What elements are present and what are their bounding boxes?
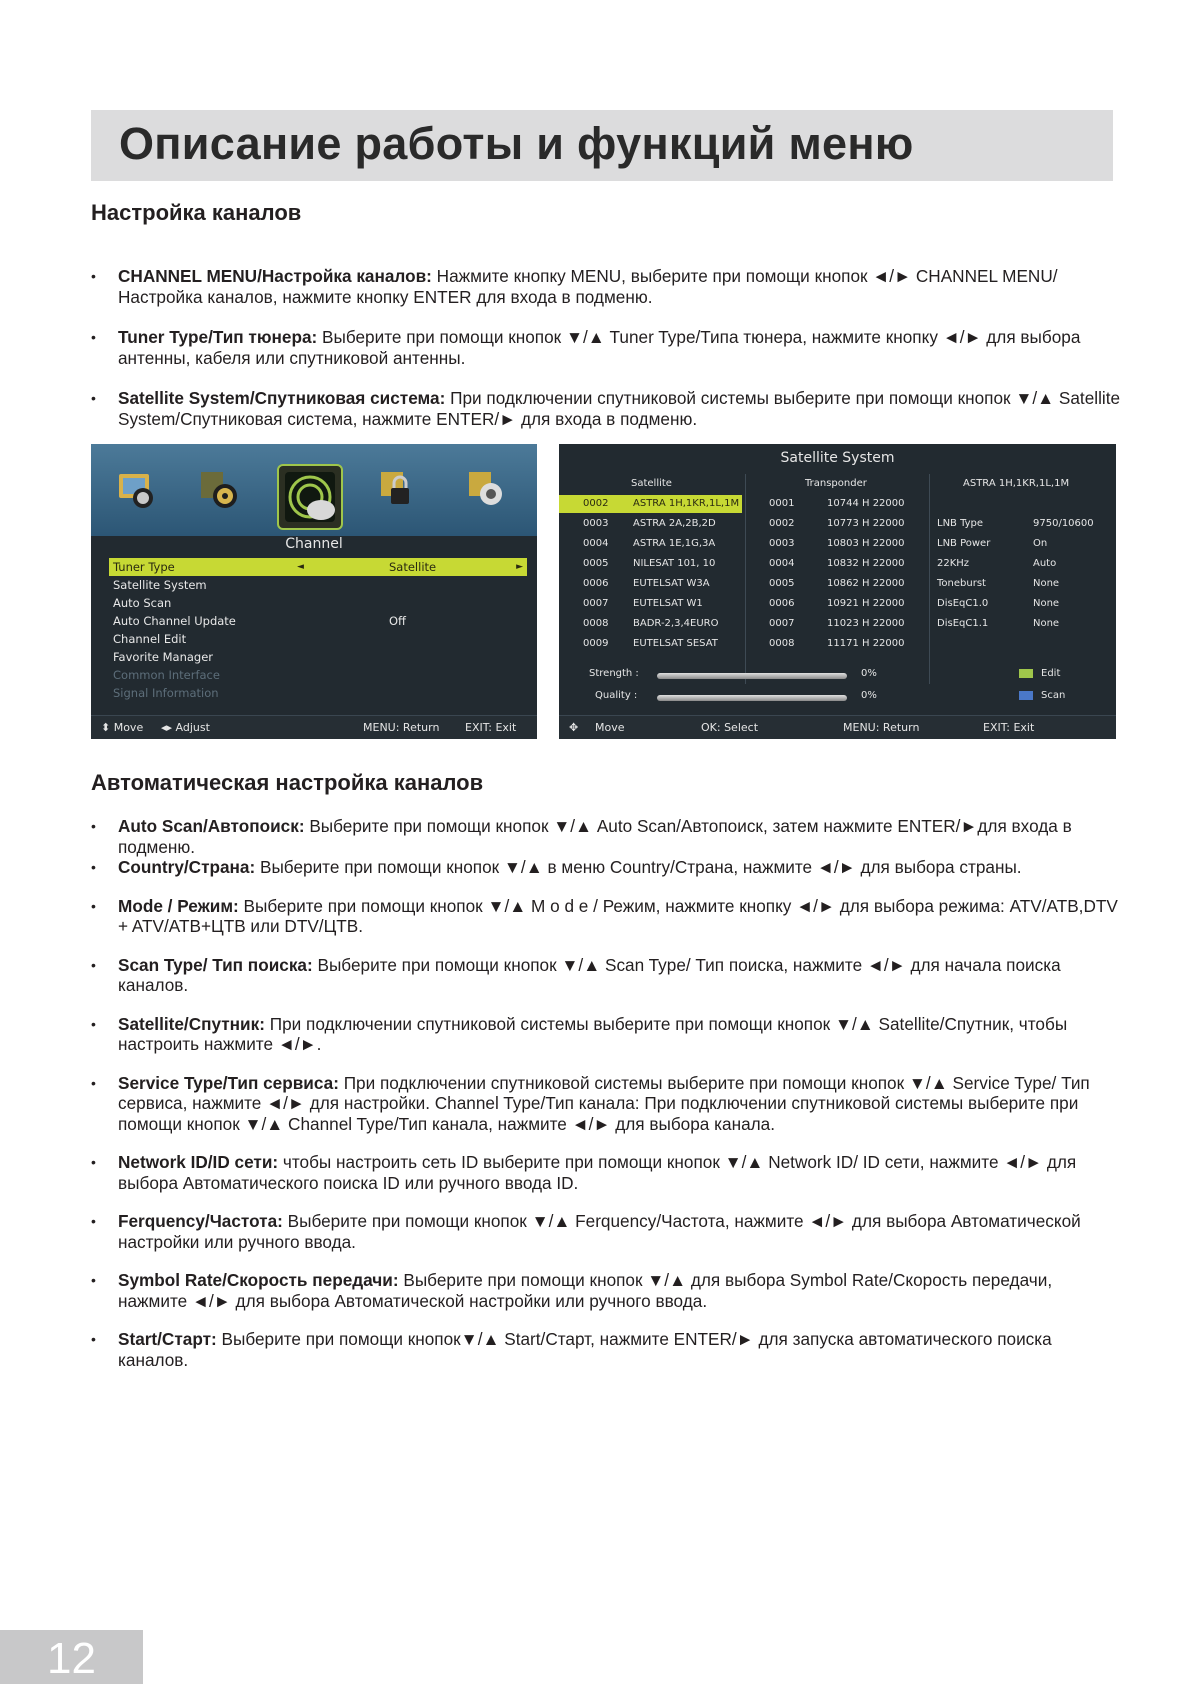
list-item — [91, 955, 1121, 996]
table-cell: 10832 H 22000 — [827, 558, 905, 569]
page-number: 12 — [47, 1634, 96, 1683]
settings-icon — [463, 466, 509, 512]
menu-item-label: Satellite System — [113, 578, 207, 592]
list-item — [91, 327, 1121, 368]
table-cell: On — [1033, 538, 1048, 549]
table-cell: 0007 — [769, 618, 795, 629]
table-cell: ASTRA 1E,1G,3A — [633, 538, 716, 549]
item-term: Mode / Режим: — [118, 895, 239, 916]
footer-move-hint: ⬍ Move — [101, 721, 144, 734]
legend-scan-label: Scan — [1041, 690, 1066, 701]
table-cell: NILESAT 101, 10 — [633, 558, 716, 569]
menu-item-auto-scan[interactable] — [109, 594, 527, 612]
quality-bar — [657, 695, 847, 701]
section1-list — [91, 266, 1121, 429]
table-cell: EUTELSAT W3A — [633, 578, 710, 589]
table-cell: 10862 H 22000 — [827, 578, 905, 589]
menu-item-satellite-system[interactable] — [109, 576, 527, 594]
item-term: CHANNEL MENU/Настройка каналов: — [118, 266, 432, 286]
legend-edit-label: Edit — [1041, 668, 1061, 679]
menu-item-label: Tuner Type — [113, 560, 175, 574]
table-row[interactable] — [559, 634, 1116, 654]
item-text: Нажмите кнопку MENU, выберите при помощи кнопок ◄/► CHANNEL MENU/Настройка каналов, нажмите кнопку ENTER для входа в подменю. — [118, 266, 1058, 307]
item-term: Symbol Rate/Скорость передачи: — [118, 1270, 399, 1290]
edit-color-key — [1019, 669, 1033, 678]
item-term: Network ID/ID сети: — [118, 1152, 279, 1172]
footer-return-hint: MENU: Return — [843, 721, 920, 734]
item-text: Выберите при помощи кнопок ▼/▲ для выбора Symbol Rate/Скорость передачи, нажмите ◄/► для выбора Автоматической настройки или ручного ввода. — [118, 1270, 1053, 1311]
menu-item-label: Auto Channel Update — [113, 614, 236, 628]
strength-label: Strength : — [589, 668, 639, 679]
satellite-dish-icon — [277, 464, 343, 530]
satellite-system-title: Satellite System — [780, 450, 895, 466]
table-cell: ASTRA 1H,1KR,1L,1M — [633, 498, 740, 509]
page-title: Описание работы и функций меню — [119, 118, 914, 169]
list-item — [91, 896, 1121, 937]
strength-bar — [657, 673, 847, 679]
arrow-left-icon[interactable]: ◄ — [297, 562, 304, 572]
list-item — [91, 266, 1121, 307]
table-cell: 11023 H 22000 — [827, 618, 905, 629]
list-item — [91, 857, 1121, 878]
menu-item-auto-channel-update[interactable] — [109, 612, 527, 630]
table-cell: 0003 — [769, 538, 795, 549]
satellite-footer — [559, 715, 1116, 739]
menu-item-value: Satellite — [389, 560, 437, 574]
item-term: Satellite/Спутник: — [118, 1013, 265, 1034]
legend-edit[interactable] — [1019, 668, 1060, 679]
menu-item-label: Common Interface — [113, 668, 220, 682]
column-header-selected-satellite: ASTRA 1H,1KR,1L,1M — [963, 478, 1070, 489]
menu-footer — [91, 715, 537, 739]
column-header-transponder: Transponder — [805, 478, 867, 489]
item-text: Выберите при помощи кнопок ▼/▲ Tuner Type/Типа тюнера, нажмите кнопку ◄/► для выбора антенны, кабеля или спутниковой антенны. — [118, 327, 1081, 368]
satellite-system-screenshot — [559, 444, 1116, 739]
table-cell: BADR-2,3,4EURO — [633, 618, 719, 629]
page-number-box — [0, 1630, 143, 1684]
table-cell: None — [1033, 578, 1060, 589]
item-text: Выберите при помощи кнопок ▼/▲ Ferquency/Частота, нажмите ◄/► для выбора Автоматической настройки или ручного ввода. — [118, 1211, 1081, 1252]
table-cell: 0008 — [583, 618, 609, 629]
list-item — [91, 1270, 1121, 1311]
menu-item-channel-edit[interactable] — [109, 630, 527, 648]
table-cell: None — [1033, 618, 1060, 629]
table-cell: 10803 H 22000 — [827, 538, 905, 549]
table-cell: 0002 — [769, 518, 795, 529]
footer-select-hint: OK: Select — [701, 721, 759, 734]
strength-value: 0% — [861, 668, 877, 679]
lock-icon — [373, 466, 419, 512]
list-item — [91, 388, 1121, 429]
column-header-satellite: Satellite — [631, 478, 672, 489]
table-row[interactable] — [559, 574, 1116, 594]
table-row[interactable] — [559, 554, 1116, 574]
panel-heading: Channel — [285, 536, 343, 552]
table-cell: 0006 — [769, 598, 795, 609]
table-cell: 9750/10600 — [1033, 518, 1094, 529]
table-cell: 0005 — [769, 578, 795, 589]
arrow-right-icon[interactable]: ► — [516, 562, 523, 572]
menu-item-value: Off — [389, 614, 406, 628]
table-row[interactable] — [559, 534, 1116, 554]
table-cell: 0009 — [583, 638, 609, 649]
item-term: Country/Страна: — [118, 857, 256, 877]
menu-item-tuner-type[interactable] — [109, 558, 527, 576]
table-cell: 0006 — [583, 578, 609, 589]
footer-adjust-hint: ◂▸ Adjust — [161, 721, 210, 734]
item-term: Ferquency/Частота: — [118, 1211, 283, 1231]
list-item — [91, 1329, 1121, 1370]
table-cell: 0008 — [769, 638, 795, 649]
table-row[interactable] — [559, 614, 1116, 634]
title-bar — [91, 110, 1113, 181]
table-cell: DisEqC1.1 — [937, 618, 989, 629]
item-text: При подключении спутниковой системы выберите при помощи кнопок ▼/▲ Satellite/Спутник, чтобы настроить нажмите ◄/►. — [118, 1013, 1068, 1054]
menu-item-label: Auto Scan — [113, 596, 172, 610]
table-cell: 0007 — [583, 598, 609, 609]
list-item — [91, 1211, 1121, 1252]
item-text: Выберите при помощи кнопок ▼/▲ M o d e / Режим, нажмите кнопку ◄/► для выбора режима: ATV/ATB,DTV + ATV/ATB+ЦТВ или DTV/ЦТВ. — [118, 895, 1118, 936]
table-cell: Toneburst — [937, 578, 986, 589]
table-row[interactable] — [559, 514, 1116, 534]
footer-exit-hint: EXIT: Exit — [465, 721, 517, 734]
item-term: Service Type/Тип сервиса: — [118, 1072, 339, 1093]
table-cell: 0004 — [769, 558, 795, 569]
item-text: При подключении спутниковой системы выберите при помощи кнопок ▼/▲ Satellite System/Спутниковая система, нажмите ENTER/► для входа в подменю. — [118, 388, 1121, 429]
item-term: Start/Старт: — [118, 1329, 217, 1349]
table-cell: EUTELSAT SESAT — [633, 638, 718, 649]
table-row[interactable] — [559, 594, 1116, 614]
footer-move-hint: Move — [595, 721, 625, 734]
table-cell: 22KHz — [937, 558, 970, 569]
item-text: Выберите при помощи кнопок▼/▲ Start/Старт, нажмите ENTER/► для запуска автоматического поиска каналов. — [118, 1329, 1052, 1370]
table-cell: 0001 — [769, 498, 795, 509]
list-item — [91, 816, 1121, 857]
menu-item-label: Favorite Manager — [113, 650, 214, 664]
table-cell: Auto — [1033, 558, 1057, 569]
menu-icon-strip — [91, 444, 537, 536]
satellite-table — [559, 494, 1116, 654]
table-cell: None — [1033, 598, 1060, 609]
legend-scan[interactable] — [1019, 690, 1065, 701]
item-text: чтобы настроить сеть ID выберите при помощи кнопок ▼/▲ Network ID/ ID сети, нажмите ◄/► для выбора Автоматического поиска ID или ручного ввода ID. — [118, 1152, 1077, 1193]
photo-icon — [113, 466, 159, 512]
menu-item-label: Channel Edit — [113, 632, 187, 646]
table-cell: 10744 H 22000 — [827, 498, 905, 509]
list-item — [91, 1014, 1121, 1055]
table-cell: 0005 — [583, 558, 609, 569]
section-heading-auto-setup: Автоматическая настройка каналов — [91, 770, 484, 795]
table-cell: 10773 H 22000 — [827, 518, 905, 529]
move-icon: ✥ — [569, 721, 579, 734]
table-cell: 0004 — [583, 538, 609, 549]
table-cell: ASTRA 2A,2B,2D — [633, 518, 716, 529]
channel-menu-screenshot — [91, 444, 537, 739]
item-text: Выберите при помощи кнопок ▼/▲ Auto Scan/Автопоиск, затем нажмите ENTER/►для входа в подменю. — [118, 816, 1072, 857]
item-term: Auto Scan/Автопоиск: — [118, 816, 305, 836]
quality-label: Quality : — [595, 690, 638, 701]
table-cell: EUTELSAT W1 — [633, 598, 703, 609]
channel-menu-list — [109, 558, 527, 702]
table-cell: 0002 — [583, 498, 609, 509]
footer-return-hint: MENU: Return — [363, 721, 440, 734]
table-row[interactable] — [559, 494, 1116, 514]
list-item — [91, 1152, 1121, 1193]
item-text: Выберите при помощи кнопок ▼/▲ Scan Type/ Тип поиска, нажмите ◄/► для начала поиска каналов. — [118, 954, 1061, 995]
menu-item-label: Signal Information — [113, 686, 219, 700]
table-cell: 0003 — [583, 518, 609, 529]
item-text: Выберите при помощи кнопок ▼/▲ в меню Country/Страна, нажмите ◄/► для выбора страны. — [255, 857, 1022, 877]
menu-item-signal-information — [109, 684, 527, 702]
item-text: При подключении спутниковой системы выберите при помощи кнопок ▼/▲ Service Type/ Тип сервиса, нажмите ◄/► для настройки. Channel Type/Тип канала: При подключении спутниковой системы выберите при помощи кнопок ▼/▲ Channel Type/Тип канала, нажмите ◄/► для выбора канала. — [118, 1072, 1090, 1134]
music-icon — [197, 466, 243, 512]
menu-item-common-interface — [109, 666, 527, 684]
quality-value: 0% — [861, 690, 877, 701]
table-cell: LNB Type — [937, 518, 984, 529]
section-heading-channel-setup: Настройка каналов — [91, 200, 302, 225]
table-cell: LNB Power — [937, 538, 991, 549]
item-term: Satellite System/Спутниковая система: — [118, 388, 446, 408]
scan-color-key — [1019, 691, 1033, 700]
footer-exit-hint: EXIT: Exit — [983, 721, 1035, 734]
table-cell: 10921 H 22000 — [827, 598, 905, 609]
item-term: Scan Type/ Тип поиска: — [118, 954, 313, 975]
table-cell: 11171 H 22000 — [827, 638, 905, 649]
item-term: Tuner Type/Тип тюнера: — [118, 327, 318, 347]
list-item — [91, 1073, 1121, 1135]
table-cell: DisEqC1.0 — [937, 598, 989, 609]
section2-list — [91, 816, 1121, 1370]
menu-item-favorite-manager[interactable] — [109, 648, 527, 666]
